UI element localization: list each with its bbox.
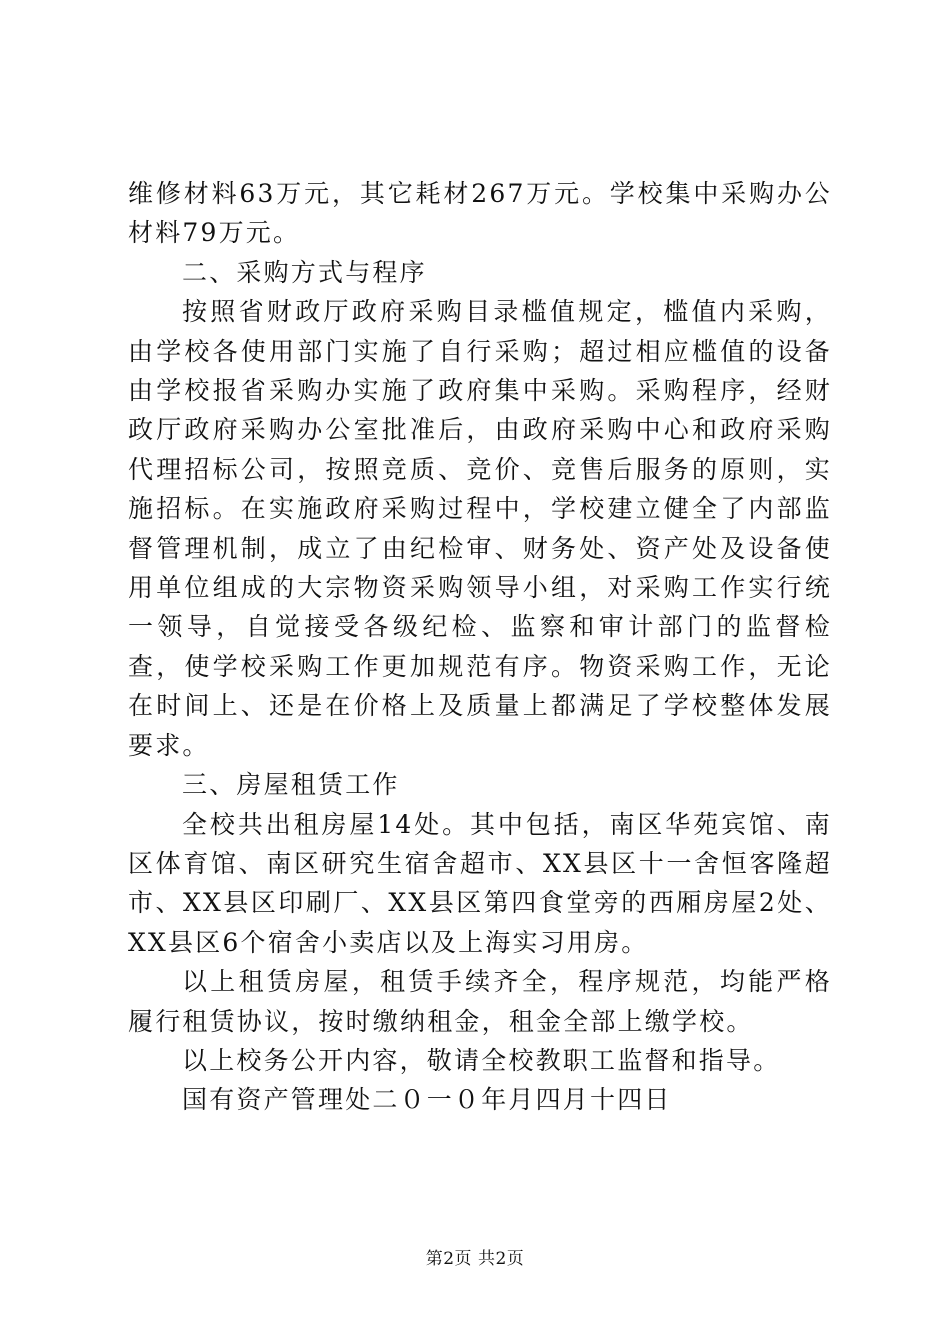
document-body: [128, 174, 832, 1120]
page-number-footer: 第2页 共2页: [425, 1249, 525, 1269]
paragraph-closing: 以上校务公开内容，敬请全校教职工监督和指导。: [182, 1045, 781, 1075]
paragraph-materials-summary: 维修材料63万元，其它耗材267万元。学校集中采购办公材料79万元。: [128, 179, 832, 248]
section-heading-leasing: 三、房屋租赁工作: [182, 770, 400, 800]
signature-date: 国有资产管理处二０一０年月四月十四日: [182, 1085, 672, 1115]
section-heading-procurement: 二、采购方式与程序: [182, 257, 427, 287]
paragraph-procurement: 按照省财政厅政府采购目录槛值规定，槛值内采购，由学校各使用部门实施了自行采购；超过相应槛值的设备由学校报省采购办实施了政府集中采购。采购程序，经财政厅政府采购办公室批准后，由政府采购中心和政府采购代理招标公司，按照竞质、竞价、竞售后服务的原则，实施招标。在实施政府采购过程中，学校建立健全了内部监督管理机制，成立了由纪检审、财务处、资产处及设备使用单位组成的大宗物资采购领导小组，对采购工作实行统一领导，自觉接受各级纪检、监察和审计部门的监督检查，使学校采购工作更加规范有序。物资采购工作，无论在时间上、还是在价格上及质量上都满足了学校整体发展要求。: [128, 297, 832, 760]
paragraph-leasing-compliance: 以上租赁房屋，租赁手续齐全，程序规范，均能严格履行租赁协议，按时缴纳租金，租金全部上缴学校。: [128, 967, 832, 1036]
paragraph-leasing-list: 全校共出租房屋14处。其中包括，南区华苑宾馆、南区体育馆、南区研究生宿舍超市、XX县区十一舍恒客隆超市、XX县区印刷厂、XX县区第四食堂旁的西厢房屋2处、XX县区6个宿舍小卖店以及上海实习用房。: [128, 809, 832, 957]
